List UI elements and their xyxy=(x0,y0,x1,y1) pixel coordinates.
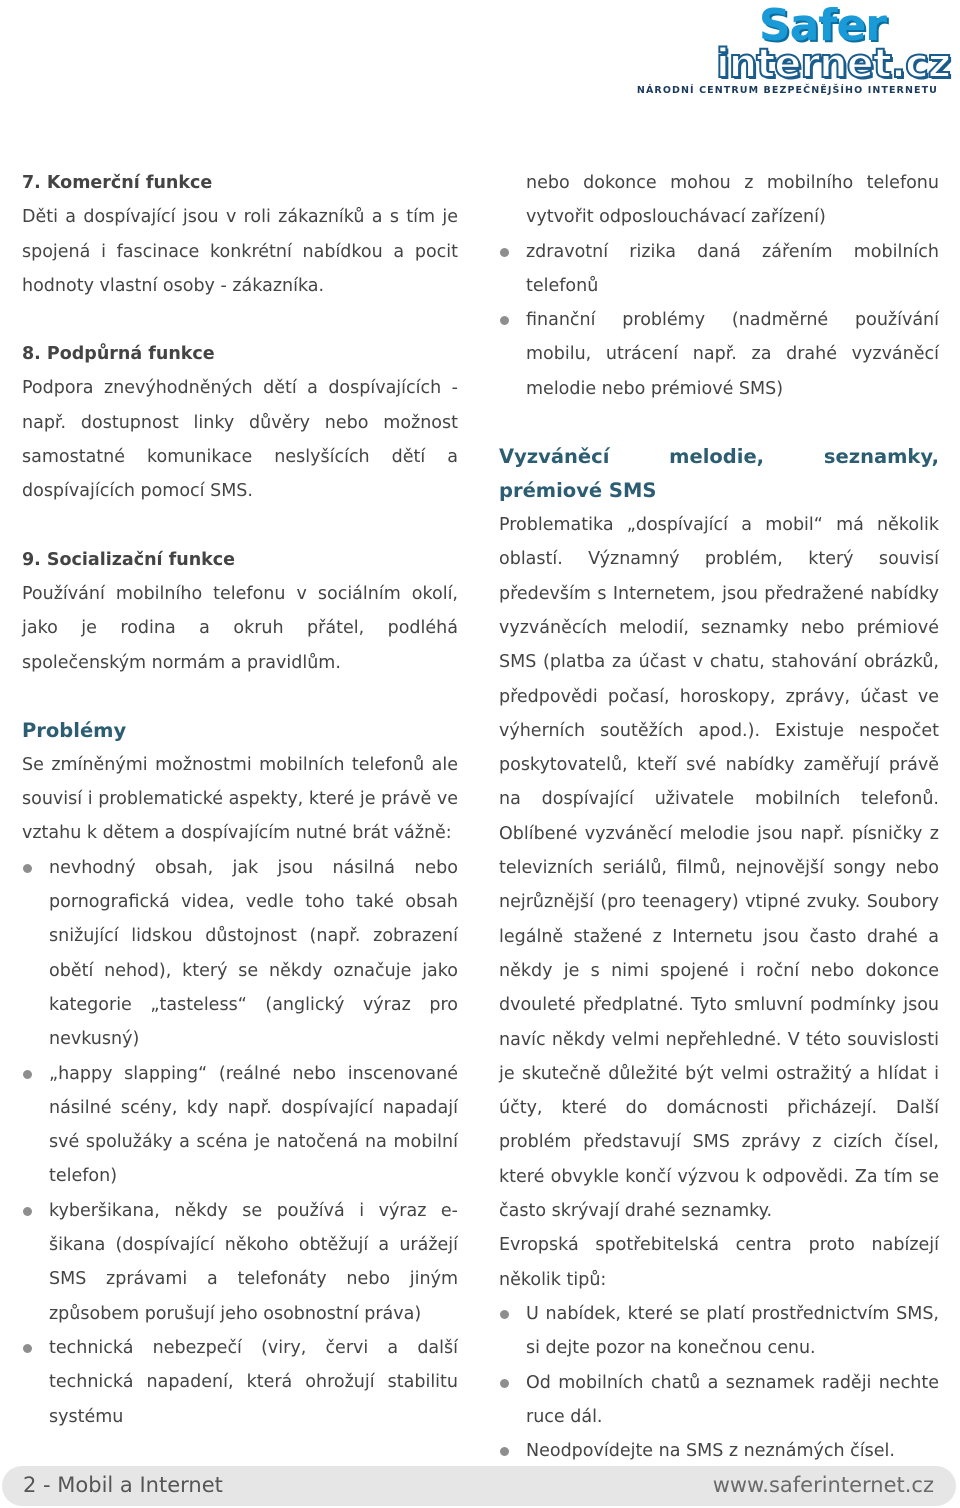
ringtones-paragraph: Problematika „dospívající a mobil“ má několik oblastí. Významný problém, který souvisí především s Internetem, jsou předražené nabídky vyzváněcích melodií, seznamky nebo prémiové SMS (platba za účast v chatu, stahování obrázků, předpovědi počasí, horoskopy, zprávy, účast ve výherních soutěžích apod.). Existuje nespočet poskytovatelů, kteří své nabídky zaměřují právě na dospívající uživatele mobilních telefonů. Oblíbené vyzváněcí melodie jsou např. písničky z televizních seriálů, filmů, nejnovější songy nebo nejrůznější (pro teenagery) vtipné zvuky. Soubory legálně stažené z Internetu jsou často drahé a někdy je s nimi spojené i roční nebo dokonce dvouleté předplatné. Tyto smluvní podmínky jsou navíc někdy velmi nepřehledné. V této souvislosti je skutečně důležité být velmi ostražitý a hlídat i účty, které do domácnosti přicházejí. Další problém představují SMS zprávy z cizích čísel, které obvykle končí výzvou k odpovědi. Za tím se často skrývají drahé seznamky. xyxy=(499,515,939,1222)
logo-word-internet xyxy=(716,41,951,87)
logo-tld: .cz xyxy=(890,41,951,87)
list-item: finanční problémy (nadměrné používání mobilu, utrácení např. za drahé vyzváněcí melodie nebo prémiové SMS) xyxy=(499,303,939,406)
list-item: zdravotní rizika daná zářením mobilních telefonů xyxy=(499,235,939,304)
section-9-title: 9. Socializační funkce xyxy=(22,549,236,570)
ringtones-heading: Vyzváněcí melodie, seznamky, prémiové SMS xyxy=(499,445,939,503)
risks-list xyxy=(499,235,939,406)
bullet-continuation: nebo dokonce mohou z mobilního telefonu vytvořit odposlouchávací zařízení) xyxy=(526,173,939,228)
logo-word-safer: Safer xyxy=(758,0,886,51)
right-column xyxy=(499,166,939,1468)
section-7-title: 7. Komerční funkce xyxy=(22,173,213,193)
list-item: kyberšikana, někdy se používá i výraz e-šikana (dospívající někoho obtěžují a urážejí SMS zprávami a telefonáty nebo jiným způsobem porušují jeho osobnostní práva) xyxy=(22,1194,458,1331)
logo-subtitle: NÁRODNÍ CENTRUM BEZPEČNĚJŠÍHO INTERNETU xyxy=(636,85,938,96)
tips-intro: Evropská spotřebitelská centra proto nabízejí několik tipů: xyxy=(499,1235,939,1290)
website-url: www.saferinternet.cz xyxy=(712,1473,934,1497)
tips-list xyxy=(499,1297,939,1468)
section-7-text: Děti a dospívající jsou v roli zákazníků a s tím je spojená i fascinace konkrétní nabídkou a pocit hodnoty vlastní osoby - zákazníka. xyxy=(22,207,458,296)
saferinternet-logo xyxy=(636,0,951,96)
list-item: nevhodný obsah, jak jsou násilná nebo pornografická videa, vedle toho také obsah snižující lidskou důstojnost (např. zobrazení obětí nehod), který se někdy označuje jako kategorie „tasteless“ (anglický výraz pro nevkusný) xyxy=(22,851,458,1057)
list-item: technická nebezpečí (viry, červi a další technická napadení, která ohrožují stabilitu systému xyxy=(22,1331,458,1434)
problems-list xyxy=(22,851,458,1434)
logo-word-internet-text: internet xyxy=(716,41,891,87)
page-number-label: 2 - Mobil a Internet xyxy=(23,1473,223,1497)
page-footer xyxy=(0,1466,960,1508)
list-item: Od mobilních chatů a seznamek raději nechte ruce dál. xyxy=(499,1366,939,1435)
list-item: U nabídek, které se platí prostřednictvím SMS, si dejte pozor na konečnou cenu. xyxy=(499,1297,939,1366)
problems-intro: Se zmíněnými možnostmi mobilních telefonů ale souvisí i problematické aspekty, které je právě ve vztahu k dětem a dospívajícím nutné brát vážně: xyxy=(22,754,458,844)
list-item: „happy slapping“ (reálné nebo inscenované násilné scény, kdy např. dospívající napadají své spolužáky a scéna je natočená na mobilní telefon) xyxy=(22,1057,458,1194)
section-9-text: Používání mobilního telefonu v sociálním okolí, jako je rodina a okruh přátel, podléhá společenským normám a pravidlům. xyxy=(22,583,458,673)
list-item: Neodpovídejte na SMS z neznámých čísel. xyxy=(499,1434,939,1468)
problems-heading: Problémy xyxy=(22,718,127,742)
section-8-text: Podpora znevýhodněných dětí a dospívajících - např. dostupnost linky důvěry nebo možnost samostatné komunikace neslyšících dětí a dospívajících pomocí SMS. xyxy=(22,378,458,502)
section-8-title: 8. Podpůrná funkce xyxy=(22,344,215,365)
left-column xyxy=(22,166,458,1434)
